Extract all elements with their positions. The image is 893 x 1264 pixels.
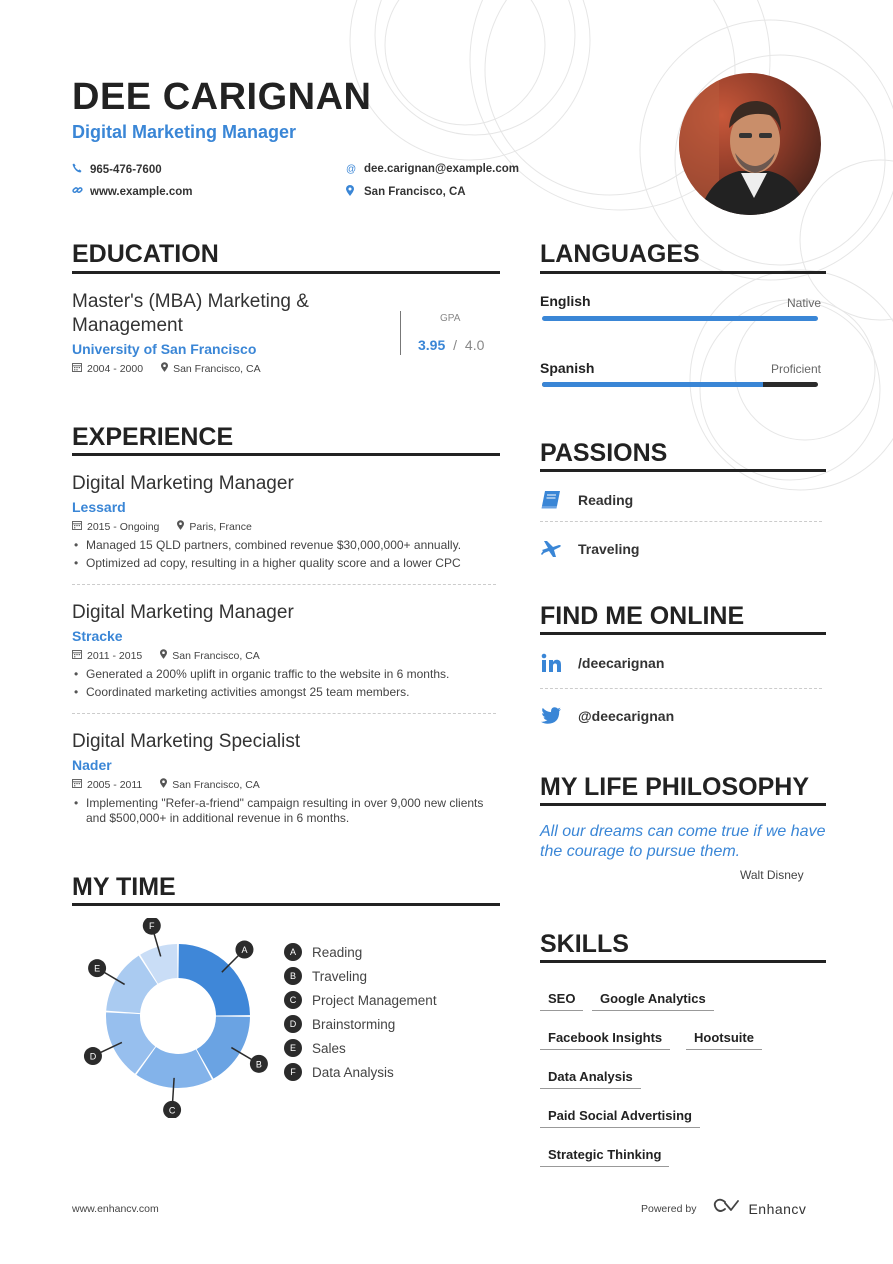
passions-divider bbox=[540, 469, 826, 472]
job-dates: 2011 - 2015 bbox=[87, 649, 143, 662]
airplane-icon bbox=[540, 539, 578, 559]
skill-tag: Google Analytics bbox=[592, 991, 714, 1011]
legend-badge: B bbox=[284, 967, 302, 985]
job-title: Digital Marketing Manager bbox=[72, 473, 294, 494]
twitter-icon bbox=[540, 706, 578, 726]
job-location: San Francisco, CA bbox=[172, 649, 260, 662]
location-contact bbox=[346, 185, 466, 199]
phone-icon bbox=[72, 163, 90, 176]
education-dates: 2004 - 2000 bbox=[87, 362, 144, 375]
legend-badge: F bbox=[284, 1063, 302, 1081]
my-time-title: MY TIME bbox=[72, 873, 176, 901]
linkedin-icon bbox=[540, 653, 578, 673]
candidate-name: DEE CARIGNAN bbox=[72, 76, 372, 118]
find-me-online-divider bbox=[540, 632, 826, 635]
footer-website[interactable]: www.enhancv.com bbox=[72, 1203, 159, 1215]
gpa-max: 4.0 bbox=[464, 337, 485, 353]
phone-number: 965-476-7600 bbox=[90, 163, 162, 176]
job-location: San Francisco, CA bbox=[172, 778, 260, 791]
email-contact[interactable] bbox=[346, 163, 519, 175]
job-bullet: • Coordinated marketing activities amongst 25 team members. bbox=[72, 685, 502, 700]
job-bullets bbox=[72, 796, 492, 829]
degree-title: Master's (MBA) Marketing & Management bbox=[72, 291, 309, 336]
location-pin-icon bbox=[160, 649, 167, 662]
job-bullets bbox=[72, 667, 502, 703]
legend-item-project-management bbox=[284, 988, 437, 1012]
enhancv-logo-icon bbox=[712, 1198, 742, 1219]
skill-tag: Data Analysis bbox=[540, 1069, 641, 1089]
legend-item-data-analysis bbox=[284, 1060, 437, 1084]
legend-label: Brainstorming bbox=[312, 1016, 396, 1032]
passion-label: Traveling bbox=[578, 541, 640, 557]
passions-title: PASSIONS bbox=[540, 439, 668, 467]
job-meta bbox=[72, 520, 252, 533]
skills-divider bbox=[540, 960, 826, 963]
philosophy-quote: All our dreams can come true if we have the courage to pursue them. bbox=[540, 823, 826, 860]
donut-label-letter: A bbox=[241, 945, 248, 956]
profile-photo bbox=[679, 73, 821, 215]
experience-divider bbox=[72, 453, 500, 456]
location-pin-icon bbox=[161, 362, 168, 375]
linkedin-handle: /deecarignan bbox=[578, 655, 665, 671]
job-meta bbox=[72, 649, 260, 662]
legend-badge: C bbox=[284, 991, 302, 1009]
legend-label: Reading bbox=[312, 944, 363, 960]
languages-title: LANGUAGES bbox=[540, 240, 700, 268]
calendar-icon bbox=[72, 520, 82, 533]
gpa-score: 3.95 bbox=[418, 337, 446, 353]
job-bullet: • Managed 15 QLD partners, combined revenue $30,000,000+ annually. bbox=[72, 538, 502, 553]
job-bullet: • Optimized ad copy, resulting in a higher quality score and a lower CPC bbox=[72, 556, 502, 571]
legend-item-brainstorming bbox=[284, 1012, 437, 1036]
job-title: Digital Marketing Specialist bbox=[72, 731, 301, 752]
job-company[interactable]: Stracke bbox=[72, 628, 123, 644]
legend-item-reading bbox=[284, 940, 437, 964]
legend-item-sales bbox=[284, 1036, 437, 1060]
school-name[interactable]: University of San Francisco bbox=[72, 341, 257, 357]
skill-tag: SEO bbox=[540, 991, 583, 1011]
gpa-label: GPA bbox=[440, 313, 461, 324]
calendar-icon bbox=[72, 362, 82, 375]
job-title: Digital Marketing Manager bbox=[72, 602, 294, 623]
online-separator bbox=[540, 688, 822, 689]
donut-label-letter: F bbox=[149, 921, 155, 932]
passion-separator bbox=[540, 521, 822, 522]
experience-title: EXPERIENCE bbox=[72, 423, 234, 451]
education-location: San Francisco, CA bbox=[173, 362, 261, 375]
language-name: Spanish bbox=[540, 360, 595, 376]
job-separator bbox=[72, 584, 496, 585]
book-icon bbox=[540, 490, 578, 510]
education-divider bbox=[72, 271, 500, 274]
passion-traveling bbox=[540, 538, 639, 560]
location-pin-icon bbox=[160, 778, 167, 791]
my-time-legend bbox=[284, 940, 437, 1084]
passion-reading bbox=[540, 489, 633, 511]
candidate-role: Digital Marketing Manager bbox=[72, 122, 297, 142]
job-company[interactable]: Lessard bbox=[72, 499, 126, 515]
at-icon: @ bbox=[346, 163, 357, 175]
calendar-icon bbox=[72, 778, 82, 791]
gpa-value bbox=[418, 337, 484, 353]
legend-label: Sales bbox=[312, 1040, 346, 1056]
legend-label: Data Analysis bbox=[312, 1064, 394, 1080]
language-proficiency-fill bbox=[542, 382, 763, 387]
skill-tag: Paid Social Advertising bbox=[540, 1108, 700, 1128]
calendar-icon bbox=[72, 649, 82, 662]
language-level: Native bbox=[786, 296, 821, 310]
life-philosophy-divider bbox=[540, 803, 826, 806]
website-link: www.example.com bbox=[90, 185, 193, 198]
job-separator bbox=[72, 713, 496, 714]
job-meta bbox=[72, 778, 260, 791]
education-meta bbox=[72, 362, 261, 375]
donut-label-letter: B bbox=[255, 1059, 262, 1070]
phone-contact[interactable] bbox=[72, 163, 162, 176]
job-dates: 2015 - Ongoing bbox=[87, 520, 160, 533]
donut-label-letter: C bbox=[168, 1105, 176, 1116]
job-bullets bbox=[72, 538, 502, 574]
location-text: San Francisco, CA bbox=[364, 186, 466, 198]
donut-label-letter: D bbox=[89, 1051, 97, 1062]
footer-branding[interactable] bbox=[641, 1198, 806, 1219]
languages-divider bbox=[540, 271, 826, 274]
donut-label-letter: E bbox=[94, 963, 101, 974]
life-philosophy-title: MY LIFE PHILOSOPHY bbox=[540, 773, 810, 801]
language-proficiency-bar bbox=[542, 382, 818, 387]
language-proficiency-bar bbox=[542, 316, 818, 321]
legend-badge: A bbox=[284, 943, 302, 961]
my-time-donut-chart bbox=[80, 918, 280, 1118]
passion-label: Reading bbox=[578, 492, 634, 508]
gpa-separator: / bbox=[453, 337, 458, 353]
language-level: Proficient bbox=[770, 362, 821, 376]
powered-by-label: Powered by bbox=[641, 1202, 697, 1215]
enhancv-brand: Enhancv bbox=[748, 1200, 807, 1217]
link-icon bbox=[72, 185, 90, 198]
education-title: EDUCATION bbox=[72, 240, 219, 268]
skill-tag: Strategic Thinking bbox=[540, 1147, 669, 1167]
language-name: English bbox=[540, 293, 591, 309]
twitter-link[interactable] bbox=[540, 705, 674, 727]
skill-tag: Facebook Insights bbox=[540, 1030, 670, 1050]
legend-badge: D bbox=[284, 1015, 302, 1033]
find-me-online-title: FIND ME ONLINE bbox=[540, 602, 745, 630]
linkedin-link[interactable] bbox=[540, 652, 664, 674]
twitter-handle: @deecarignan bbox=[578, 708, 675, 724]
my-time-divider bbox=[72, 903, 500, 906]
job-bullet: • Implementing "Refer-a-friend" campaign resulting in over 9,000 new clients and $500,000+ in additional revenue in 6 months. bbox=[72, 796, 492, 826]
legend-badge: E bbox=[284, 1039, 302, 1057]
legend-label: Traveling bbox=[312, 968, 368, 984]
website-contact[interactable] bbox=[72, 185, 192, 198]
quote-author: Walt Disney bbox=[740, 868, 804, 882]
language-proficiency-fill bbox=[542, 316, 818, 321]
gpa-divider bbox=[400, 311, 401, 355]
job-company[interactable]: Nader bbox=[72, 757, 112, 773]
skills-title: SKILLS bbox=[540, 930, 629, 958]
skill-tag: Hootsuite bbox=[686, 1030, 762, 1050]
email-address: dee.carignan@example.com bbox=[364, 163, 520, 175]
job-location: Paris, France bbox=[189, 520, 252, 533]
job-dates: 2005 - 2011 bbox=[87, 778, 143, 791]
location-pin-icon bbox=[177, 520, 184, 533]
legend-label: Project Management bbox=[312, 992, 437, 1008]
legend-item-traveling bbox=[284, 964, 437, 988]
job-bullet: • Generated a 200% uplift in organic traffic to the website in 6 months. bbox=[72, 667, 502, 682]
location-pin-icon bbox=[346, 185, 364, 199]
